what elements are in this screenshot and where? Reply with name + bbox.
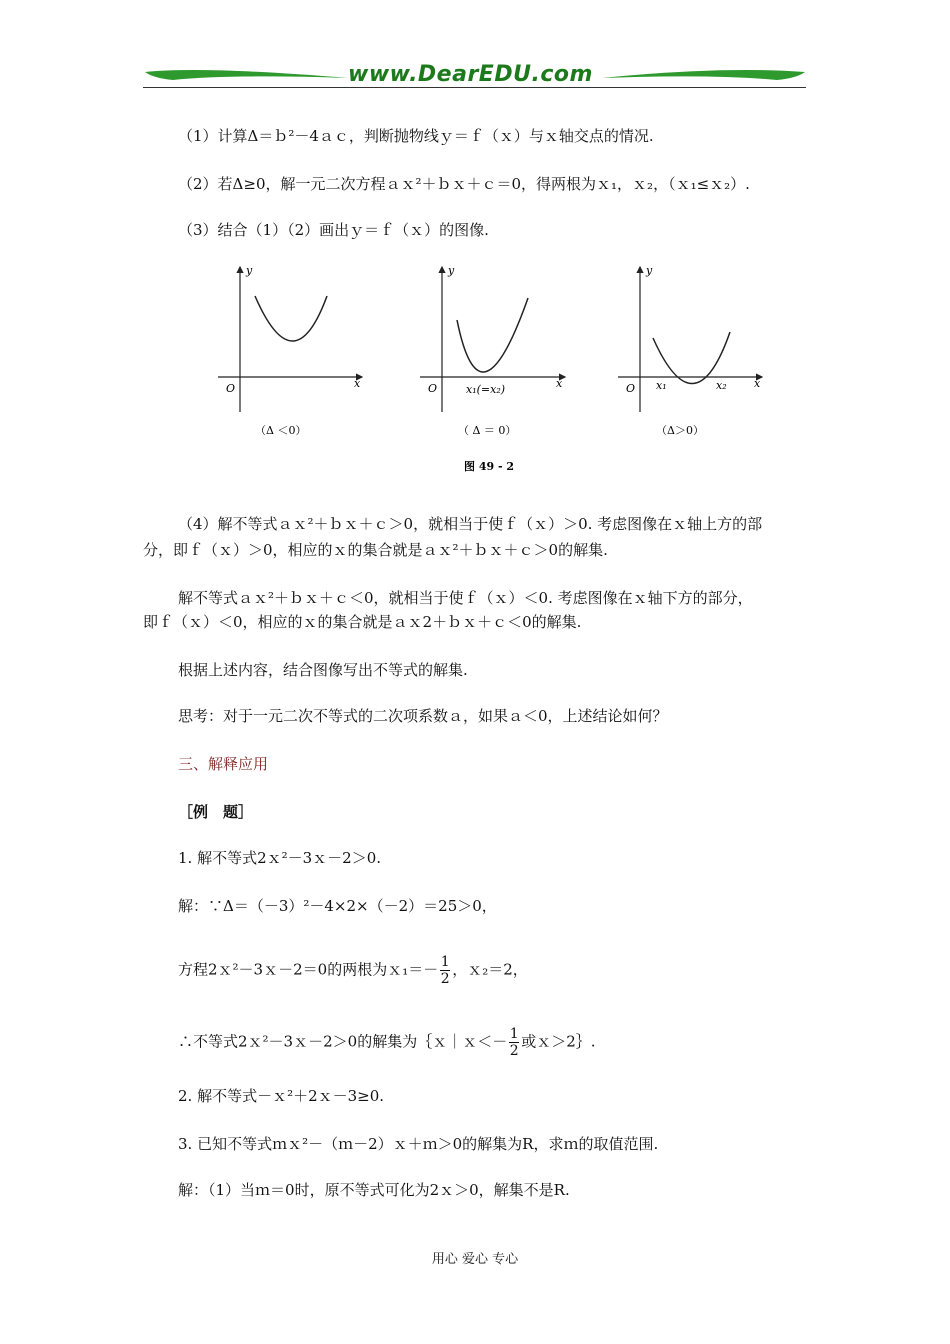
panel2-label: （ Δ ＝ 0）: [458, 424, 517, 437]
roots-text-end: ，ｘ₂＝2，: [452, 960, 528, 979]
panel3-x: x: [754, 377, 761, 390]
parabola-figure: [210, 262, 780, 482]
solution-set-end: 或ｘ＞2｝.: [521, 1032, 596, 1051]
figure-caption: 图 49 - 2: [464, 460, 515, 473]
header-swoosh-left: [143, 64, 348, 84]
panel-delta-negative: [218, 264, 362, 437]
panel3-origin: O: [626, 382, 636, 395]
panel3-label: （Δ＞0）: [656, 424, 704, 437]
panel2-y: y: [448, 264, 455, 277]
panel1-label: （Δ ＜0）: [255, 424, 307, 437]
roots-text: 方程2ｘ²－3ｘ－2＝0的两根为ｘ₁＝－: [178, 960, 439, 979]
header-rule: [143, 87, 806, 88]
step-3: （3）结合（1）（2）画出ｙ＝ｆ（ｘ）的图像.: [178, 221, 489, 239]
fraction-den-2: 2: [509, 1043, 519, 1059]
panel2-x: x: [556, 377, 563, 390]
panel2-origin: O: [428, 382, 438, 395]
step-2: （2）若Δ≥0，解一元二次方程ａｘ²＋ｂｘ＋ｃ＝0，得两根为ｘ₁，ｘ₂，（ｘ₁≤ｘ₂）.: [178, 175, 750, 193]
panel3-root1: x₁: [656, 379, 667, 392]
panel3-y: y: [646, 264, 653, 277]
solution-set-text: ∴不等式2ｘ²－3ｘ－2＞0的解集为｛ｘ｜ｘ＜－: [178, 1032, 508, 1051]
solution-1-line-3: [178, 1026, 596, 1059]
panel1-y: y: [246, 264, 253, 277]
example-label: ［例 题］: [178, 803, 254, 821]
panel-delta-zero: [420, 264, 565, 437]
page-footer: 用心 爱心 专心: [431, 1252, 519, 1267]
step-4-line-1: （4）解不等式ａｘ²＋ｂｘ＋ｃ＞0，就相当于使ｆ（ｘ）＞0. 考虑图像在ｘ轴上方的部: [178, 515, 763, 533]
site-brand: www.DearEDU.com: [348, 62, 593, 87]
step-5-line-2: 即ｆ（ｘ）＜0，相应的ｘ的集合就是ａｘ2＋ｂｘ＋ｃ＜0的解集.: [143, 613, 582, 631]
solution-3-line-1: 解：（1）当ｍ＝0时，原不等式可化为2ｘ＞0，解集不是R.: [178, 1181, 570, 1199]
question-2: 2. 解不等式－ｘ²＋2ｘ－3≥0.: [178, 1087, 385, 1105]
fraction-half: [440, 954, 450, 987]
fraction-num-2: 1: [509, 1026, 519, 1042]
panel1-origin: O: [226, 382, 236, 395]
section-heading: 三、解释应用: [178, 755, 269, 773]
instruction: 根据上述内容，结合图像写出不等式的解集.: [178, 661, 468, 679]
header-swoosh-right: [602, 64, 807, 84]
fraction-half-2: [509, 1026, 519, 1059]
panel3-root2: x₂: [716, 379, 727, 392]
step-1: （1）计算Δ＝ｂ²－4ａｃ，判断抛物线ｙ＝ｆ（ｘ）与ｘ轴交点的情况.: [178, 127, 654, 145]
question-1: 1. 解不等式2ｘ²－3ｘ－2＞0.: [178, 849, 382, 867]
panel2-root-label: x₁(=x₂): [466, 383, 506, 396]
reflection-question: 思考：对于一元二次不等式的二次项系数ａ，如果ａ＜0，上述结论如何？: [178, 707, 668, 725]
solution-1-line-1: 解：∵Δ＝（－3）²－4×2×（－2）＝25＞0，: [178, 897, 497, 915]
step-5-line-1: 解不等式ａｘ²＋ｂｘ＋ｃ＜0，就相当于使ｆ（ｘ）＜0. 考虑图像在ｘ轴下方的部分，: [178, 589, 753, 607]
question-3: 3. 已知不等式ｍｘ²－（ｍ－2）ｘ＋ｍ＞0的解集为R，求ｍ的取值范围.: [178, 1135, 659, 1153]
solution-1-line-2: [178, 954, 528, 987]
panel1-x: x: [354, 377, 361, 390]
fraction-den: 2: [440, 971, 450, 987]
panel-delta-positive: [618, 264, 762, 437]
fraction-num: 1: [440, 954, 450, 970]
step-4-line-2: 分，即ｆ（ｘ）＞0，相应的ｘ的集合就是ａｘ²＋ｂｘ＋ｃ＞0的解集.: [143, 541, 608, 559]
